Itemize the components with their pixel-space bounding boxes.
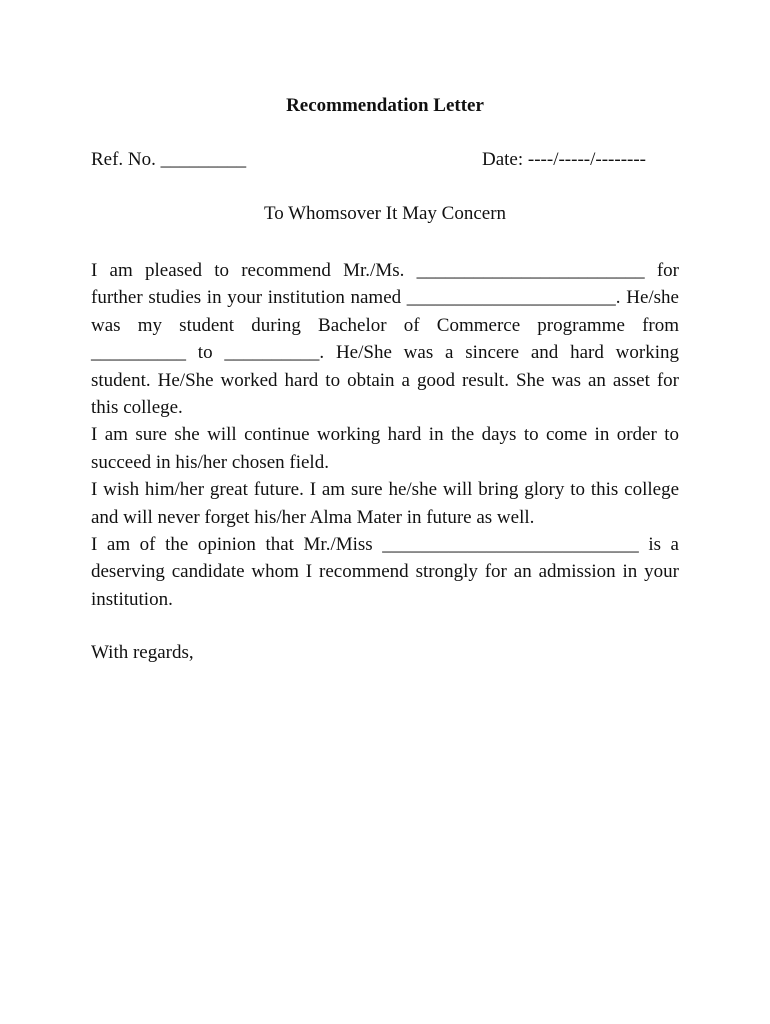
salutation: To Whomsover It May Concern <box>263 203 507 224</box>
body-paragraph-good-wishes: I wish him/her great future. I am sure he/she will bring glory to this college and will never forget his/her Alma Mater in future as well. <box>91 479 679 528</box>
letter-title: Recommendation Letter <box>286 95 484 116</box>
letter-date: Date: ----/-----/-------- <box>482 149 647 170</box>
reference-number: Ref. No. _________ <box>91 149 247 170</box>
body-paragraph-recommendation: I am pleased to recommend Mr./Ms. ________________________ for further studies in your institution named ______________________. He/she was my student during Bachelor of Commerce programme from __________ to __________. He/She was a sincere and hard working student. He/She worked hard to obtain a good result. She was an asset for this college. <box>91 260 679 419</box>
letter-body <box>91 257 679 613</box>
body-paragraph-opinion: I am of the opinion that Mr./Miss ___________________________ is a deserving candidate whom I recommend strongly for an admission in your institution. <box>91 534 679 610</box>
closing-line: With regards, <box>91 642 194 663</box>
body-paragraph-future-work: I am sure she will continue working hard in the days to come in order to succeed in his/her chosen field. <box>91 424 679 473</box>
